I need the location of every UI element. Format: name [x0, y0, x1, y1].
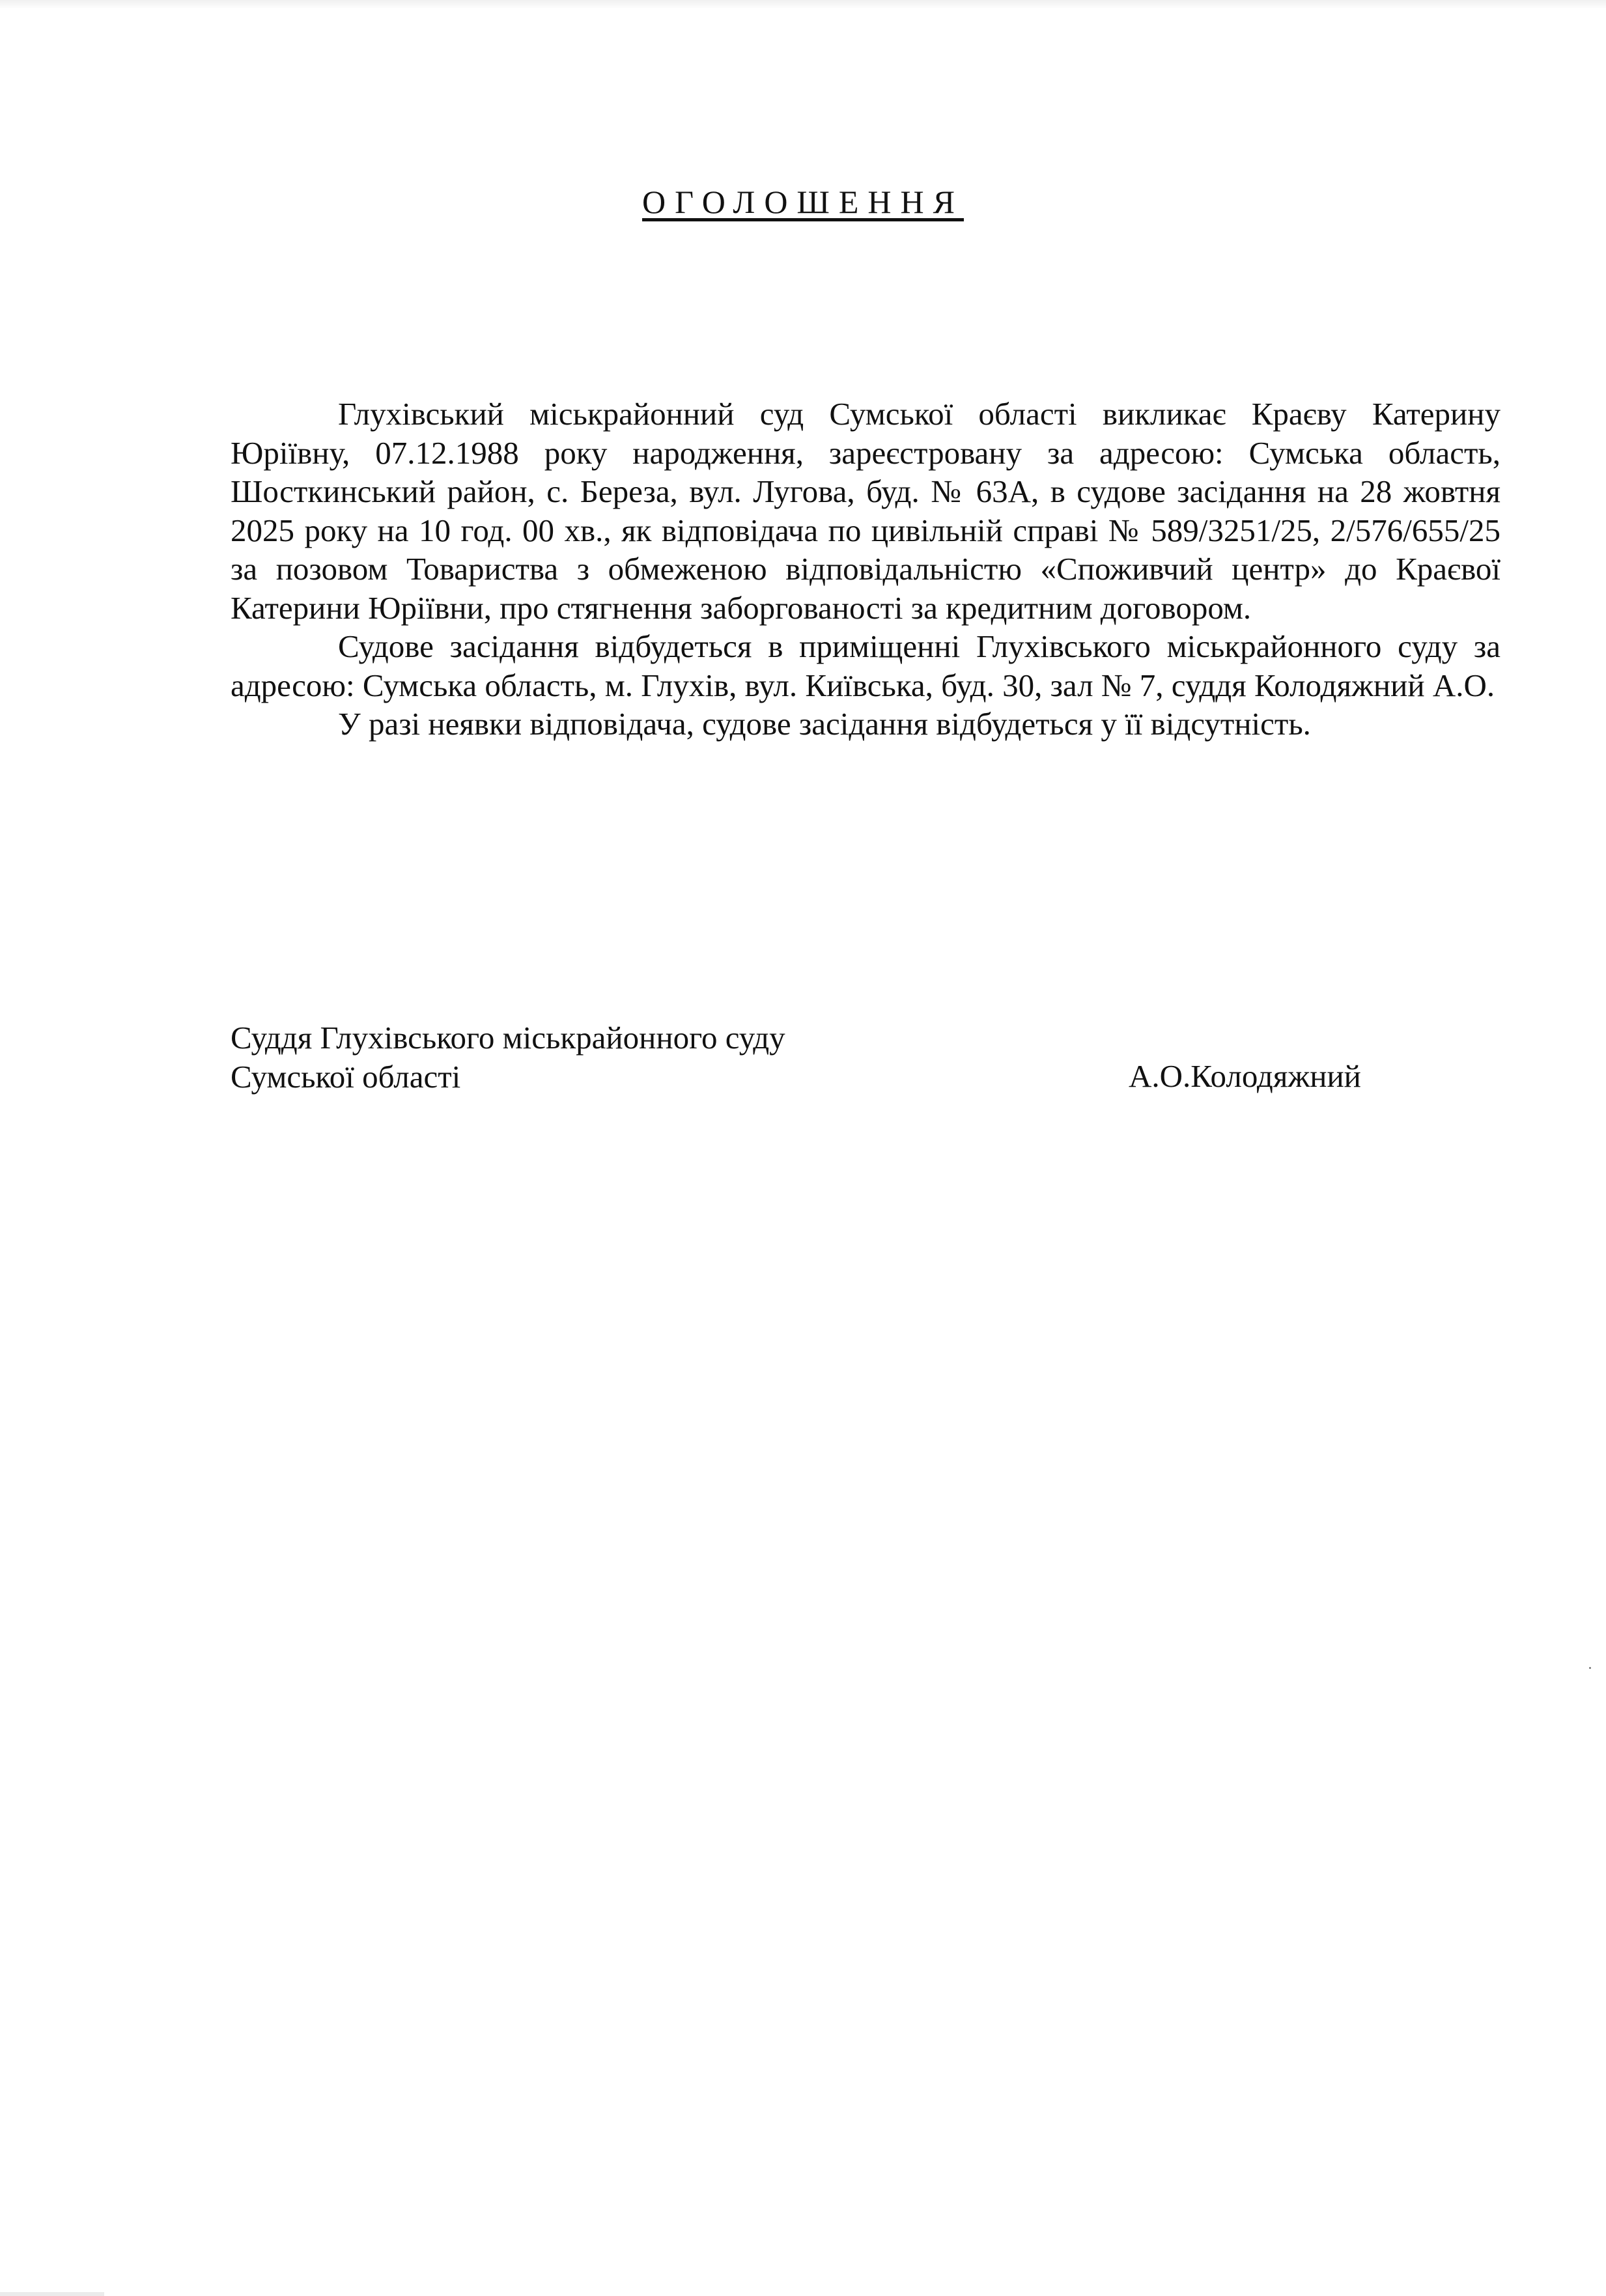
signature-position-line1: Суддя Глухівського міськрайонного суду [231, 1020, 785, 1056]
paragraph-venue: Судове засідання відбудеться в приміщенні Глухівського міськрайонного суду за адресою: Сумська область, м. Глухів, вул. Київська, буд. 30, зал № 7, суддя Колодяжний А.О. [231, 628, 1500, 703]
document-body [231, 395, 1500, 744]
paragraph-summons: Глухівський міськрайонний суд Сумської області викликає Краєву Катерину Юріївну, 07.12.1988 року народження, зареєстровану за адресою: Сумська область, Шосткинський район, с. Береза, вул. Лугова, буд. № 63А, в судове засідання на 28 жовтня 2025 року на 10 год. 00 хв., як відповідача по цивільній справі № 589/3251/25, 2/576/655/25 за позовом Товариства з обмеженою відповідальністю «Споживчий центр» до Краєвої Катерини Юріївни, про стягнення заборгованості за кредитним договором. [231, 396, 1500, 626]
scan-speck [1589, 1667, 1591, 1669]
document-title: ОГОЛОШЕННЯ [642, 184, 964, 220]
signature-name: А.О.Колодяжний [1129, 1058, 1361, 1094]
signature-position [231, 1018, 785, 1096]
scan-edge-mark [0, 2292, 104, 2296]
paragraph-absence: У разі неявки відповідача, судове засідання відбудеться у її відсутність. [338, 706, 1311, 742]
signature-position-line2: Сумської області [231, 1058, 461, 1095]
scan-edge-shadow [0, 0, 1606, 9]
